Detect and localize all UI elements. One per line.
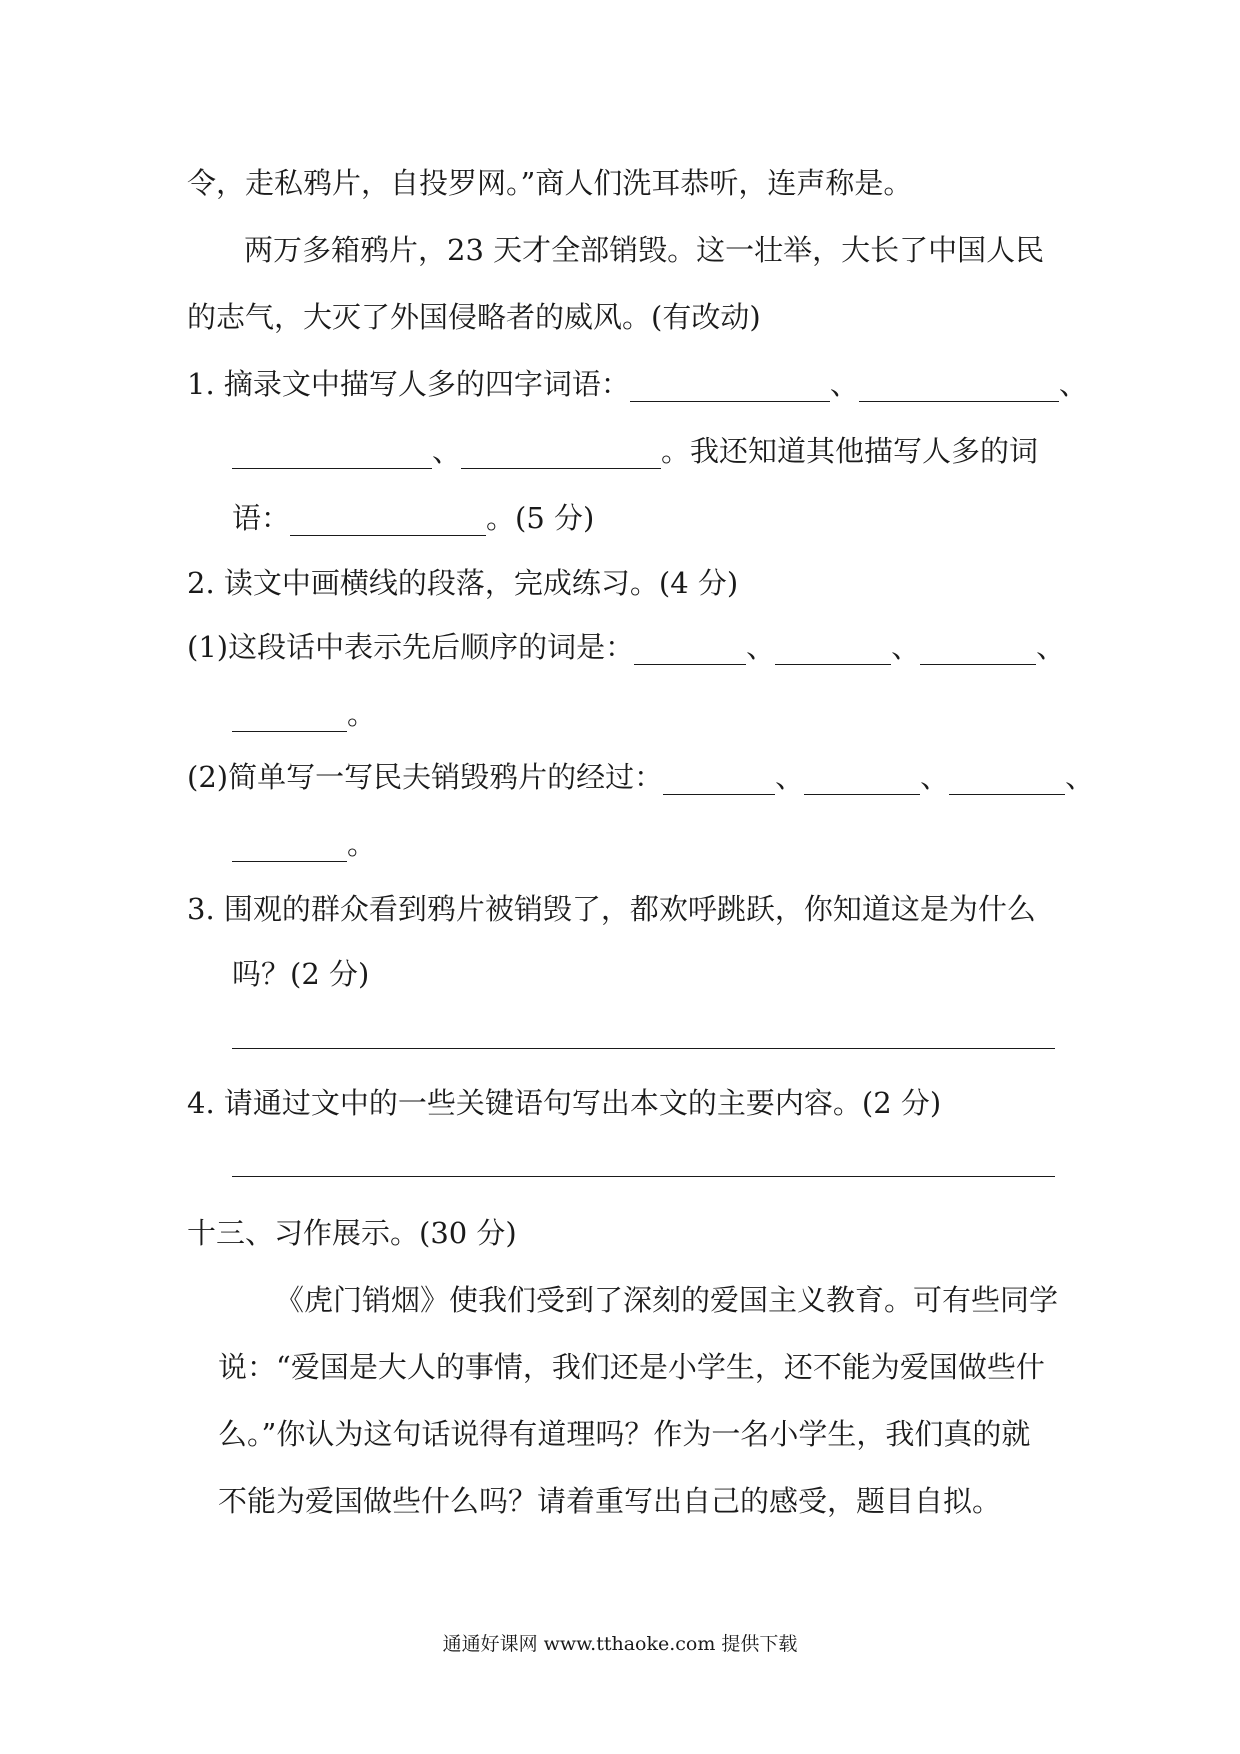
- sub-question-2-label: (2)简单写一写民夫销毁鸦片的经过：: [187, 760, 664, 794]
- question-2-number: 2.: [187, 566, 215, 600]
- question-3-number: 3.: [187, 892, 215, 926]
- answer-line[interactable]: [232, 1048, 1055, 1049]
- period: 。: [347, 697, 377, 731]
- separator: 、: [829, 367, 859, 401]
- answer-blank[interactable]: [232, 440, 432, 469]
- question-1-score: 。(5 分): [486, 501, 595, 535]
- question-4-prompt: 请通过文中的一些关键语句写出本文的主要内容。(2 分): [223, 1086, 942, 1120]
- answer-blank[interactable]: [920, 636, 1036, 665]
- answer-blank[interactable]: [232, 703, 347, 732]
- answer-blank[interactable]: [461, 440, 661, 469]
- answer-blank[interactable]: [290, 507, 486, 536]
- question-2-sub-1: [187, 627, 1065, 667]
- composition-line-2: [218, 1347, 1045, 1387]
- question-4-number: 4.: [187, 1086, 215, 1120]
- answer-blank[interactable]: [949, 766, 1065, 795]
- separator: 、: [920, 760, 950, 794]
- question-2-line: [187, 563, 738, 603]
- question-3-line-2: [232, 954, 369, 994]
- answer-blank[interactable]: [775, 636, 891, 665]
- section-13-heading: [187, 1213, 517, 1253]
- footer: [0, 1632, 1240, 1656]
- question-4-line: [187, 1083, 941, 1123]
- question-1-prefix: 语：: [232, 501, 291, 535]
- answer-blank[interactable]: [634, 636, 746, 665]
- separator: 、: [891, 630, 921, 664]
- separator: 、: [746, 630, 776, 664]
- question-3-score: 吗？(2 分): [232, 957, 370, 991]
- composition-text-3: 么。”你认为这句话说得有道理吗？作为一名小学生，我们真的就: [218, 1417, 1031, 1451]
- question-2-sub-2: [187, 757, 1094, 797]
- answer-blank[interactable]: [804, 766, 920, 795]
- question-1-prompt: 摘录文中描写人多的四字词语：: [223, 367, 630, 401]
- answer-blank[interactable]: [232, 833, 347, 862]
- passage-text-2: 两万多箱鸦片，23 天才全部销毁。这一壮举，大长了中国人民: [244, 233, 1045, 267]
- answer-blank[interactable]: [859, 373, 1059, 402]
- composition-line-3: [218, 1414, 1030, 1454]
- separator: 、: [1058, 367, 1088, 401]
- question-1-line-1: [187, 364, 1088, 404]
- footer-text: 通通好课网 www.tthaoke.com 提供下载: [442, 1633, 798, 1655]
- composition-text-2: 说：“爱国是大人的事情，我们还是小学生，还不能为爱国做些什: [218, 1350, 1045, 1384]
- separator: 、: [1065, 760, 1095, 794]
- question-1-number: 1.: [187, 367, 215, 401]
- question-1-tail: 。我还知道其他描写人多的词: [661, 434, 1039, 468]
- question-3-prompt: 围观的群众看到鸦片被销毁了，都欢呼跳跃，你知道这是为什么: [223, 892, 1036, 926]
- question-2-prompt: 读文中画横线的段落，完成练习。(4 分): [223, 566, 739, 600]
- question-2-sub-1-cont: [232, 694, 376, 734]
- passage-text-1: 令，走私鸦片，自投罗网。”商人们洗耳恭听，连声称是。: [187, 166, 913, 200]
- question-1-line-2: [232, 431, 1038, 471]
- section-heading: 十三、习作展示。(30 分): [187, 1216, 517, 1250]
- composition-line-4: [218, 1481, 1001, 1521]
- question-2-sub-2-cont: [232, 824, 376, 864]
- composition-text-1: 《虎门销烟》使我们受到了深刻的爱国主义教育。可有些同学: [275, 1283, 1059, 1317]
- separator: 、: [432, 434, 462, 468]
- separator: 、: [775, 760, 805, 794]
- answer-blank[interactable]: [630, 373, 830, 402]
- answer-blank[interactable]: [663, 766, 775, 795]
- sub-question-1-label: (1)这段话中表示先后顺序的词是：: [187, 630, 635, 664]
- answer-line[interactable]: [232, 1176, 1055, 1177]
- question-3-line-1: [187, 889, 1036, 929]
- passage-line-3: [187, 297, 761, 337]
- question-1-line-3: [232, 498, 594, 538]
- passage-text-3: 的志气，大灭了外国侵略者的威风。(有改动): [187, 300, 761, 334]
- passage-line-1: [187, 163, 912, 203]
- period: 。: [347, 827, 377, 861]
- separator: 、: [1036, 630, 1066, 664]
- passage-line-2: [244, 230, 1044, 270]
- composition-line-1: [275, 1280, 1058, 1320]
- composition-text-4: 不能为爱国做些什么吗？请着重写出自己的感受，题目自拟。: [218, 1484, 1002, 1518]
